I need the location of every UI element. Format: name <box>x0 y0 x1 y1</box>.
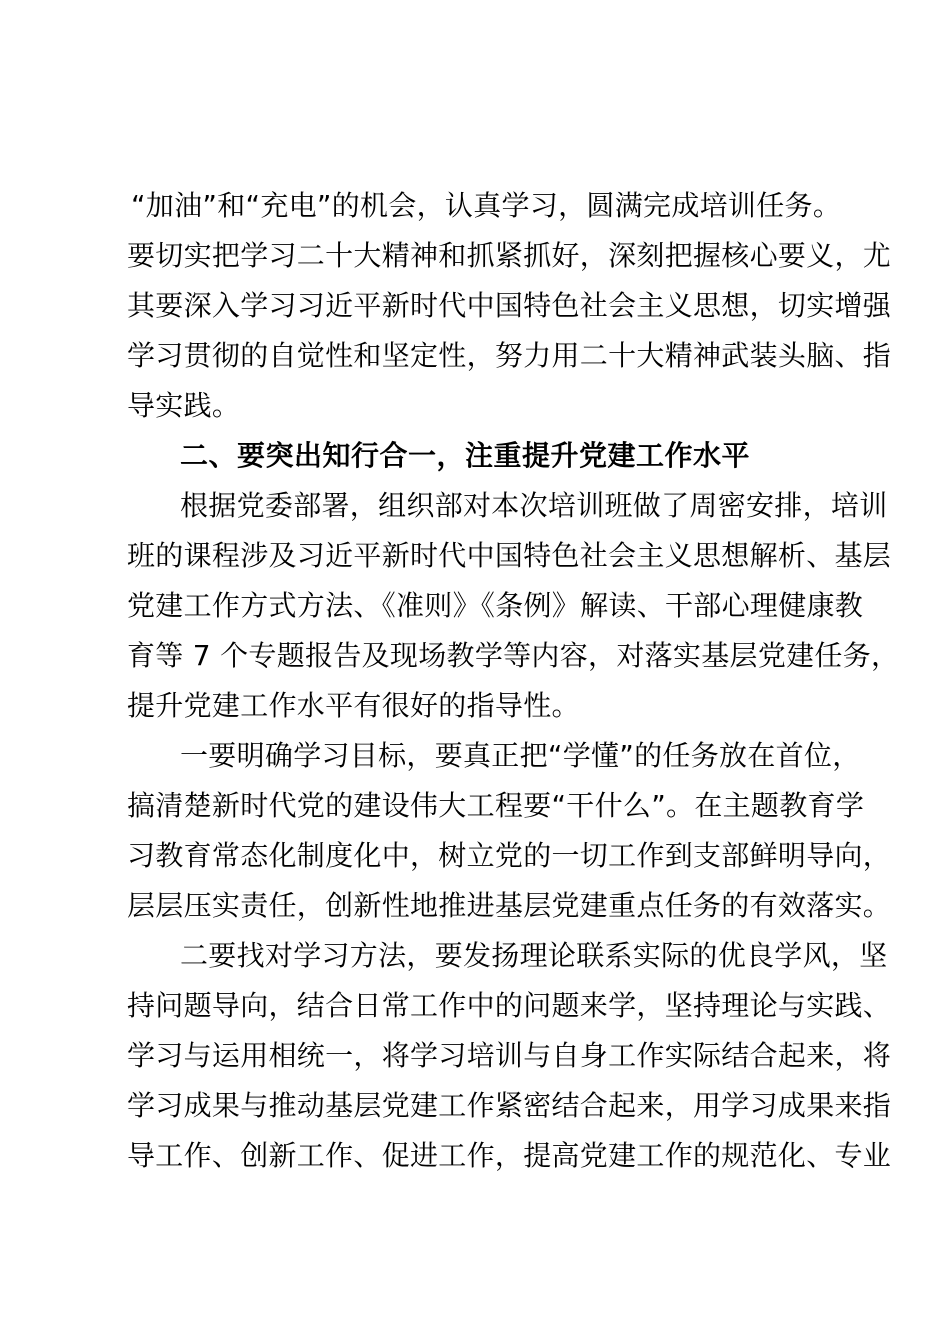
paragraph-line: 根据党委部署，组织部对本次培训班做了周密安排，培训 <box>180 489 888 522</box>
paragraph-line: 提升党建工作水平有很好的指导性。 <box>127 689 580 722</box>
paragraph-line: 党建工作方式方法、《准则》《条例》解读、干部心理健康教 <box>127 589 864 622</box>
paragraph-line: 学习成果与推动基层党建工作紧密结合起来，用学习成果来指 <box>127 1089 892 1122</box>
paragraph-line: 层层压实责任，创新性地推进基层党建重点任务的有效落实。 <box>127 889 892 922</box>
section-heading: 二、要突出知行合一，注重提升党建工作水平 <box>180 439 751 472</box>
paragraph-line: 搞清楚新时代党的建设伟大工程要“干什么”。在主题教育学 <box>127 789 865 822</box>
paragraph-line: 持问题导向，结合日常工作中的问题来学，坚持理论与实践、 <box>127 989 892 1022</box>
paragraph-line: 学习与运用相统一，将学习培训与自身工作实际结合起来，将 <box>127 1039 892 1072</box>
paragraph-line: 育等 7 个专题报告及现场教学等内容，对落实基层党建任务， <box>127 639 900 672</box>
paragraph-line: 二要找对学习方法，要发扬理论联系实际的优良学风，坚 <box>180 939 888 972</box>
paragraph-line: 习教育常态化制度化中，树立党的一切工作到支部鲜明导向， <box>127 839 892 872</box>
paragraph-line: 其要深入学习习近平新时代中国特色社会主义思想，切实增强 <box>127 289 892 322</box>
paragraph-line: “加油”和“充电”的机会，认真学习，圆满完成培训任务。 <box>131 189 842 222</box>
paragraph-line: 导实践。 <box>127 389 241 422</box>
paragraph-line: 导工作、创新工作、促进工作，提高党建工作的规范化、专业 <box>127 1139 892 1172</box>
paragraph-line: 要切实把学习二十大精神和抓紧抓好，深刻把握核心要义，尤 <box>127 239 892 272</box>
paragraph-line: 一要明确学习目标，要真正把“学懂”的任务放在首位， <box>180 739 861 772</box>
paragraph-line: 班的课程涉及习近平新时代中国特色社会主义思想解析、基层 <box>127 539 892 572</box>
paragraph-line: 学习贯彻的自觉性和坚定性，努力用二十大精神武装头脑、指 <box>127 339 892 372</box>
